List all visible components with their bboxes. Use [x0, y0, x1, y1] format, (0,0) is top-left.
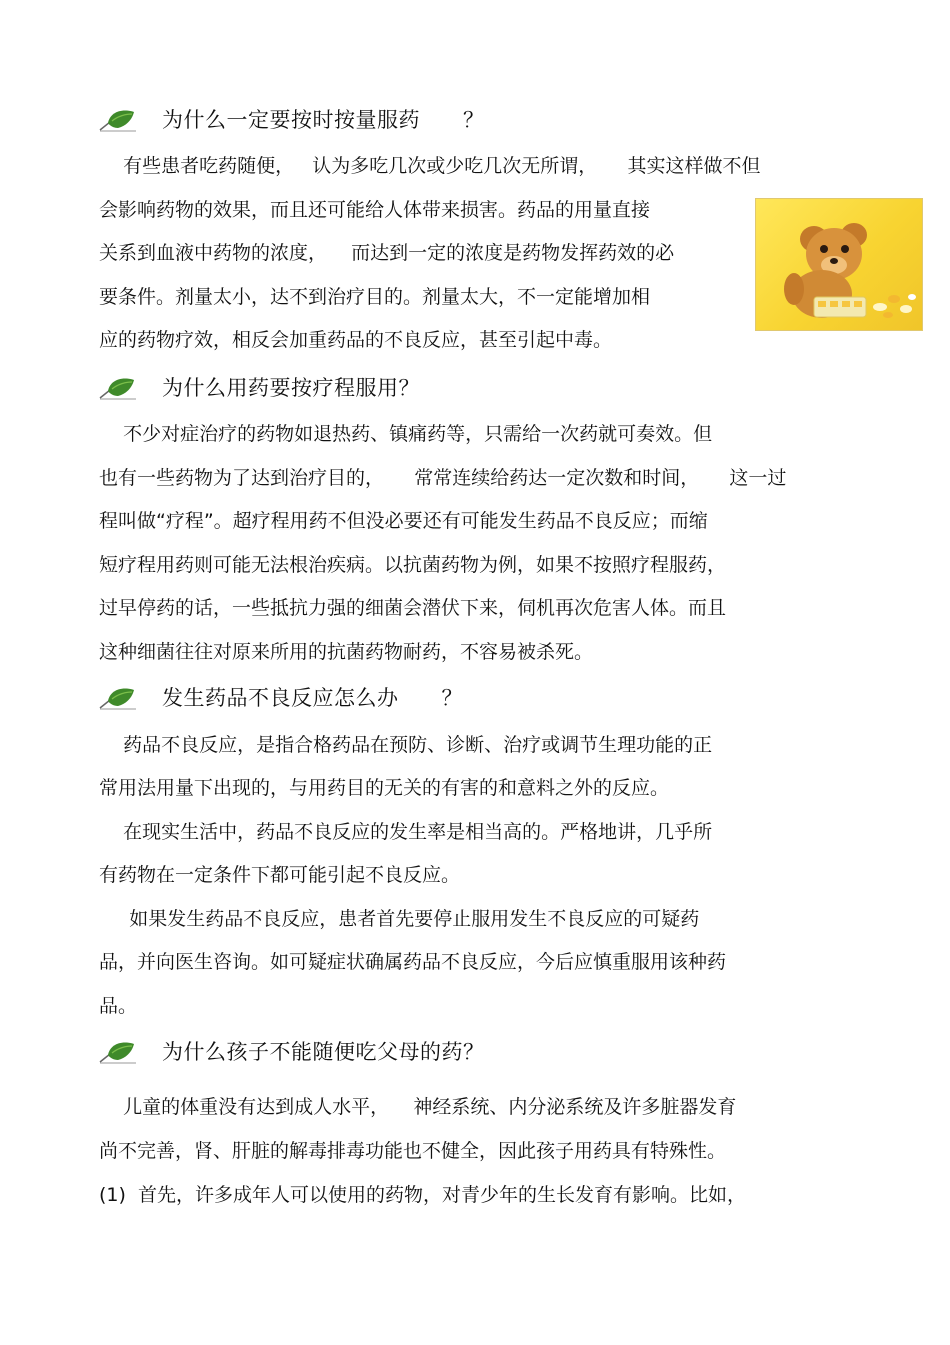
paragraph-line: 关系到血液中药物的浓度， 而达到一定的浓度是药物发挥药效的必 — [99, 242, 675, 264]
teddy-bear-with-pills-photo — [755, 198, 923, 331]
paragraph-line: (1) 首先，许多成年人可以使用的药物，对青少年的生长发育有影响。比如， — [99, 1184, 746, 1206]
paragraph-line: 有些患者吃药随便， 认为多吃几次或少吃几次无所谓， 其实这样做不但 — [99, 155, 761, 177]
paragraph-line: 会影响药物的效果，而且还可能给人体带来损害。药品的用量直接 — [99, 199, 651, 221]
paragraph-line: 也有一些药物为了达到治疗目的， 常常连续给药达一定次数和时间， 这一过 — [99, 467, 787, 489]
paragraph-line: 不少对症治疗的药物如退热药、镇痛药等，只需给一次药就可奏效。但 — [99, 423, 713, 445]
paragraph-line: 应的药物疗效，相反会加重药品的不良反应，甚至引起中毒。 — [99, 329, 613, 351]
section-heading-text: 为什么用药要按疗程服用？ — [162, 376, 420, 400]
ginkgo-leaf-icon — [98, 684, 138, 710]
ginkgo-leaf-icon — [98, 106, 138, 132]
section-heading-2 — [98, 370, 420, 404]
paragraph-line: 要条件。剂量太小，达不到治疗目的。剂量太大，不一定能增加相 — [99, 286, 651, 308]
ginkgo-leaf-icon — [98, 374, 138, 400]
ginkgo-leaf-icon — [98, 1038, 138, 1064]
paragraph-line: 过早停药的话，一些抵抗力强的细菌会潜伏下来，伺机再次危害人体。而且 — [99, 597, 727, 619]
paragraph-line: 有药物在一定条件下都可能引起不良反应。 — [99, 864, 461, 886]
paragraph-line: 儿童的体重没有达到成人水平， 神经系统、内分泌系统及许多脏器发育 — [99, 1096, 737, 1118]
section-heading-text: 为什么孩子不能随便吃父母的药？ — [162, 1040, 485, 1064]
paragraph-line: 品，并向医生咨询。如可疑症状确属药品不良反应，今后应慎重服用该种药 — [99, 951, 727, 973]
paragraph-line: 短疗程用药则可能无法根治疾病。以抗菌药物为例，如果不按照疗程服药， — [99, 554, 727, 576]
section-heading-4 — [98, 1034, 485, 1068]
paragraph-line: 尚不完善，肾、肝脏的解毒排毒功能也不健全，因此孩子用药具有特殊性。 — [99, 1140, 727, 1162]
paragraph-line: 品。 — [99, 995, 138, 1017]
section-heading-text: 为什么一定要按时按量服药 ？ — [162, 108, 485, 132]
paragraph-line: 如果发生药品不良反应，患者首先要停止服用发生不良反应的可疑药 — [99, 908, 700, 930]
paragraph-line: 这种细菌往往对原来所用的抗菌药物耐药，不容易被杀死。 — [99, 641, 594, 663]
section-heading-3 — [98, 680, 463, 714]
paragraph-line: 药品不良反应，是指合格药品在预防、诊断、治疗或调节生理功能的正 — [99, 734, 713, 756]
section-heading-text: 发生药品不良反应怎么办 ？ — [162, 686, 464, 710]
section-heading-1 — [98, 102, 485, 136]
paragraph-line: 常用法用量下出现的，与用药目的无关的有害的和意料之外的反应。 — [99, 777, 670, 799]
paragraph-line: 在现实生活中，药品不良反应的发生率是相当高的。严格地讲，几乎所 — [99, 821, 713, 843]
paragraph-line: 程叫做“疗程”。超疗程用药不但没必要还有可能发生药品不良反应；而缩 — [99, 510, 708, 532]
